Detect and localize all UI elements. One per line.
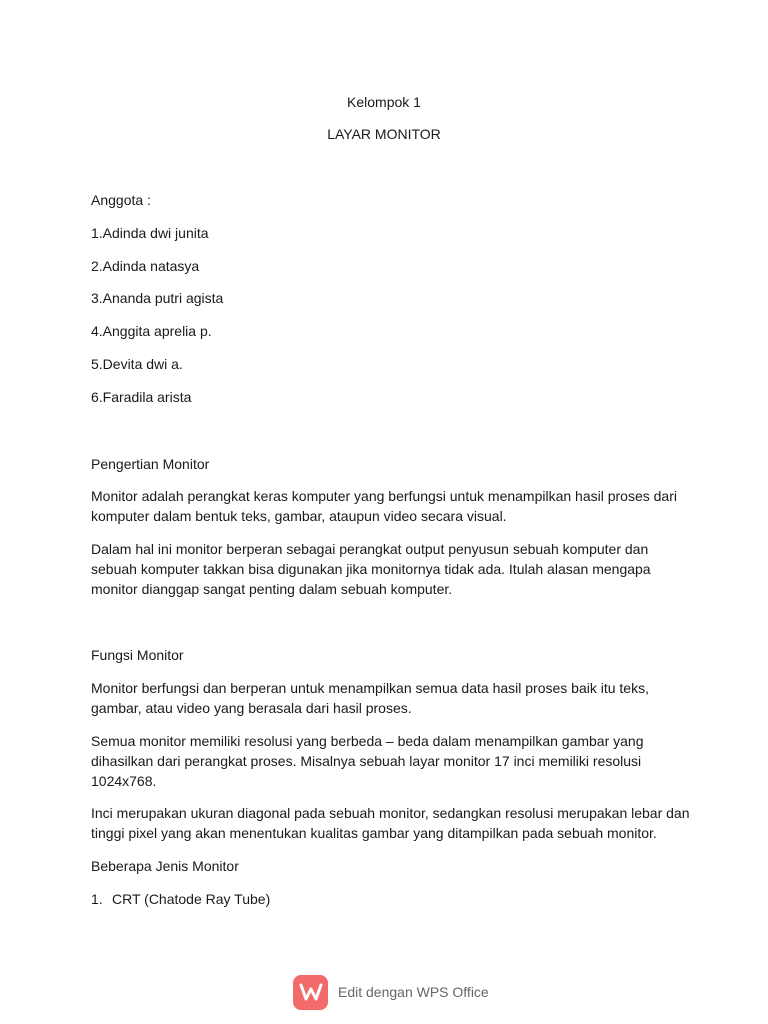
list-item-number: 1. bbox=[91, 891, 103, 907]
list-item bbox=[91, 889, 270, 909]
paragraph-line: gambar, atau video yang berasala dari hasil proses. bbox=[91, 700, 412, 716]
paragraph-line: Monitor adalah perangkat keras komputer yang berfungsi untuk menampilkan hasil proses dari bbox=[91, 488, 677, 504]
paragraph bbox=[91, 731, 691, 791]
paragraph bbox=[91, 486, 691, 526]
paragraph-line: 1024x768. bbox=[91, 773, 157, 789]
member-item: 4.Anggita aprelia p. bbox=[91, 323, 212, 339]
list-item-text: CRT (Chatode Ray Tube) bbox=[112, 891, 271, 907]
paragraph-line: dihasilkan dari perangkat proses. Misalnya sebuah layar monitor 17 inci memiliki resolusi bbox=[91, 753, 642, 769]
paragraph-line: Dalam hal ini monitor berperan sebagai perangkat output penyusun sebuah komputer dan bbox=[91, 541, 649, 557]
members-heading: Anggota : bbox=[91, 192, 151, 208]
wps-edit-banner[interactable] bbox=[293, 974, 489, 1010]
wps-w-glyph bbox=[299, 982, 323, 1002]
member-item: 1.Adinda dwi junita bbox=[91, 225, 209, 241]
section-heading-pengertian: Pengertian Monitor bbox=[91, 456, 210, 472]
paragraph bbox=[91, 539, 691, 599]
section-heading-fungsi: Fungsi Monitor bbox=[91, 647, 184, 663]
paragraph-line: komputer dalam bentuk teks, gambar, ataupun video secara visual. bbox=[91, 508, 507, 524]
paragraph-line: sebuah komputer takkan bisa digunakan jika monitornya tidak ada. Itulah alasan mengapa bbox=[91, 561, 651, 577]
paragraph bbox=[91, 678, 691, 718]
wps-office-logo-icon[interactable] bbox=[293, 975, 328, 1010]
paragraph bbox=[91, 803, 691, 843]
group-label: Kelompok 1 bbox=[347, 94, 421, 110]
paragraph-line: Semua monitor memiliki resolusi yang berbeda – beda dalam menampilkan gambar yang bbox=[91, 733, 644, 749]
member-item: 3.Ananda putri agista bbox=[91, 290, 224, 306]
member-item: 5.Devita dwi a. bbox=[91, 356, 183, 372]
document-title: LAYAR MONITOR bbox=[327, 126, 441, 142]
wps-edit-label[interactable]: Edit dengan WPS Office bbox=[338, 984, 489, 1000]
member-item: 2.Adinda natasya bbox=[91, 258, 200, 274]
member-item: 6.Faradila arista bbox=[91, 389, 192, 405]
paragraph-line: Inci merupakan ukuran diagonal pada sebuah monitor, sedangkan resolusi merupakan lebar dan bbox=[91, 805, 690, 821]
section-heading-jenis: Beberapa Jenis Monitor bbox=[91, 858, 239, 874]
paragraph-line: tinggi pixel yang akan menentukan kualitas gambar yang ditampilkan pada sebuah monitor. bbox=[91, 825, 657, 841]
paragraph-line: Monitor berfungsi dan berperan untuk menampilkan semua data hasil proses baik itu teks, bbox=[91, 680, 649, 696]
paragraph-line: monitor dianggap sangat penting dalam sebuah komputer. bbox=[91, 581, 453, 597]
